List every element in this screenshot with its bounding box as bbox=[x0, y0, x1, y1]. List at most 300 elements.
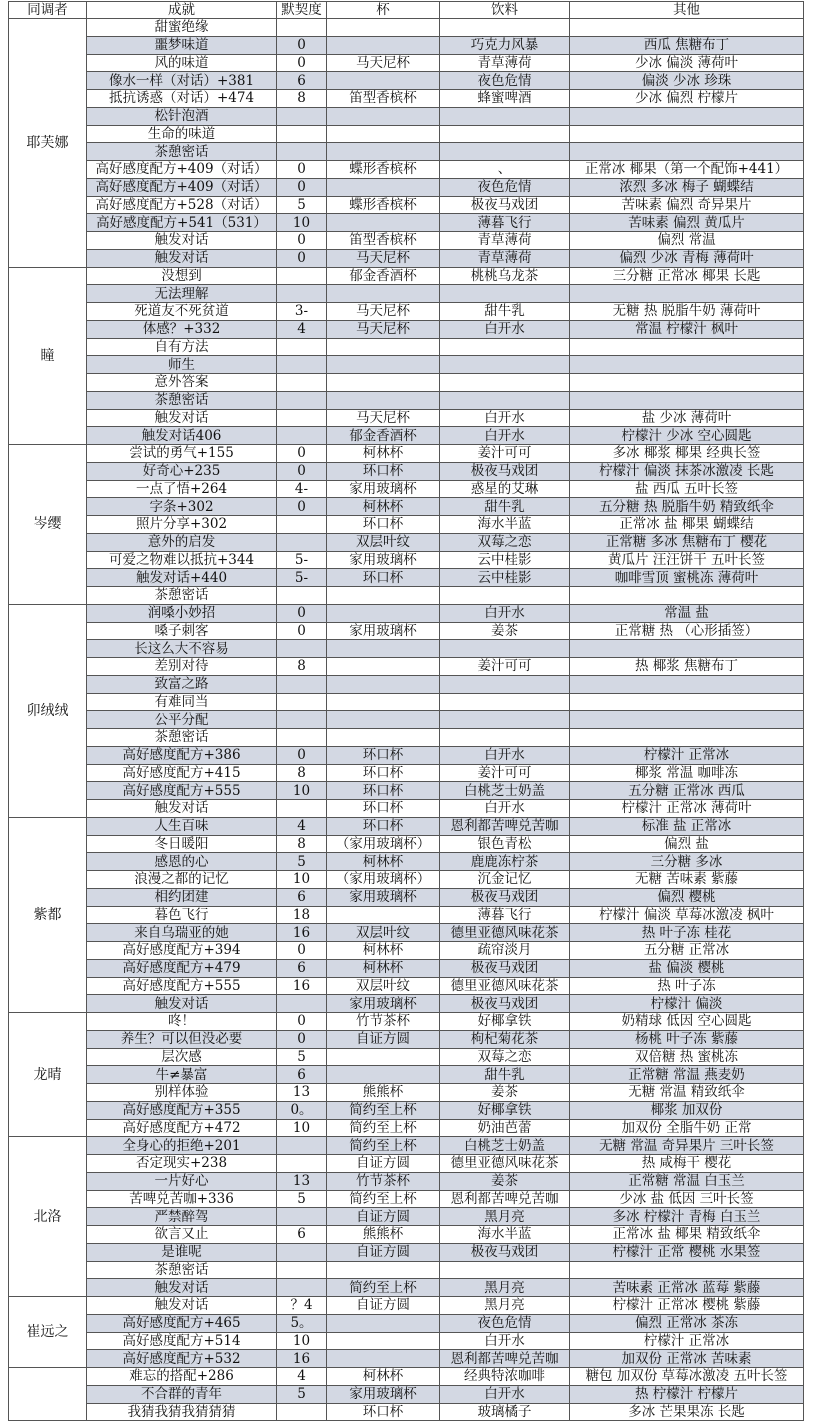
drink-cell bbox=[440, 356, 570, 374]
other-cell: 五分糖 正常冰 西瓜 bbox=[570, 782, 804, 800]
other-cell: 标准 盐 正常冰 bbox=[570, 817, 804, 835]
affinity-cell: ？4 bbox=[277, 1297, 327, 1315]
drink-cell: 恩利都苦啤兑苦咖 bbox=[440, 1350, 570, 1368]
achievement-cell: 茶憩密话 bbox=[87, 1261, 277, 1279]
character-name-cell: 岑缨 bbox=[9, 445, 87, 605]
achievement-cell: 有难同当 bbox=[87, 693, 277, 711]
drink-cell: 黑月亮 bbox=[440, 1208, 570, 1226]
affinity-cell: 5。 bbox=[277, 1314, 327, 1332]
drink-cell: 、 bbox=[440, 161, 570, 179]
character-name-cell: 龙晴 bbox=[9, 1013, 87, 1137]
drink-cell: 白桃芝士奶盖 bbox=[440, 1137, 570, 1155]
drink-cell bbox=[440, 675, 570, 693]
table-row bbox=[9, 1066, 804, 1084]
cup-cell bbox=[327, 1066, 440, 1084]
table-row bbox=[9, 569, 804, 587]
character-name-cell: 北洛 bbox=[9, 1137, 87, 1297]
affinity-cell bbox=[277, 143, 327, 161]
table-row bbox=[9, 1314, 804, 1332]
affinity-cell bbox=[277, 1403, 327, 1421]
drink-cell: 夜色危情 bbox=[440, 72, 570, 90]
drink-cell: 海水半蓝 bbox=[440, 516, 570, 534]
drink-cell: 双莓之恋 bbox=[440, 533, 570, 551]
drink-cell: 极夜马戏团 bbox=[440, 462, 570, 480]
drink-cell: 极夜马戏团 bbox=[440, 959, 570, 977]
achievement-cell: 松针泡酒 bbox=[87, 107, 277, 125]
other-cell: 加双份 全脂牛奶 正常 bbox=[570, 1119, 804, 1137]
affinity-cell: 10 bbox=[277, 1119, 327, 1137]
table-row bbox=[9, 462, 804, 480]
achievement-cell: 触发对话+440 bbox=[87, 569, 277, 587]
table-row bbox=[9, 356, 804, 374]
cup-cell: 家用玻璃杯 bbox=[327, 622, 440, 640]
drink-cell: 极夜马戏团 bbox=[440, 995, 570, 1013]
affinity-cell bbox=[277, 267, 327, 285]
table-row bbox=[9, 1368, 804, 1386]
other-cell: 椰浆 加双份 bbox=[570, 1101, 804, 1119]
achievement-cell: 死道友不死贫道 bbox=[87, 303, 277, 321]
table-row bbox=[9, 1137, 804, 1155]
other-cell bbox=[570, 143, 804, 161]
affinity-cell: 3- bbox=[277, 303, 327, 321]
table-row bbox=[9, 338, 804, 356]
table-row bbox=[9, 285, 804, 303]
affinity-cell bbox=[277, 107, 327, 125]
affinity-cell: 8 bbox=[277, 658, 327, 676]
achievement-cell: 风的味道 bbox=[87, 54, 277, 72]
affinity-cell bbox=[277, 356, 327, 374]
affinity-cell bbox=[277, 693, 327, 711]
table-row bbox=[9, 604, 804, 622]
table-row bbox=[9, 640, 804, 658]
cup-cell: 蝶形香槟杯 bbox=[327, 196, 440, 214]
cup-cell bbox=[327, 36, 440, 54]
table-row bbox=[9, 214, 804, 232]
table-row bbox=[9, 303, 804, 321]
table-row bbox=[9, 391, 804, 409]
drink-cell: 极夜马戏团 bbox=[440, 1243, 570, 1261]
achievement-cell: 高好感度配方+409（对话） bbox=[87, 178, 277, 196]
cup-cell: 柯林杯 bbox=[327, 959, 440, 977]
affinity-cell: 0 bbox=[277, 746, 327, 764]
table-row bbox=[9, 161, 804, 179]
affinity-cell: 0 bbox=[277, 604, 327, 622]
cup-cell: 家用玻璃杯 bbox=[327, 888, 440, 906]
cup-cell: 马天尼杯 bbox=[327, 303, 440, 321]
affinity-cell: 0 bbox=[277, 498, 327, 516]
cup-cell: 自证方圆 bbox=[327, 1208, 440, 1226]
other-cell: 热 柠檬汁 柠檬片 bbox=[570, 1385, 804, 1403]
achievement-cell: 意外的启发 bbox=[87, 533, 277, 551]
achievement-cell: 师生 bbox=[87, 356, 277, 374]
table-row bbox=[9, 871, 804, 889]
drink-cell: 夜色危情 bbox=[440, 178, 570, 196]
drink-cell: 姜茶 bbox=[440, 622, 570, 640]
other-cell: 热 叶子冻 桂花 bbox=[570, 924, 804, 942]
other-cell: 正常冰 椰果（第一个配饰+441） bbox=[570, 161, 804, 179]
table-row bbox=[9, 267, 804, 285]
achievement-cell: 高好感度配方+465 bbox=[87, 1314, 277, 1332]
table-row bbox=[9, 1350, 804, 1368]
table-row bbox=[9, 1084, 804, 1102]
header-row bbox=[9, 2, 804, 19]
other-cell: 偏烈 樱桃 bbox=[570, 888, 804, 906]
drink-cell bbox=[440, 640, 570, 658]
other-cell: 苦味素 偏烈 黄瓜片 bbox=[570, 214, 804, 232]
table-row bbox=[9, 1172, 804, 1190]
achievement-cell: 润嗓小妙招 bbox=[87, 604, 277, 622]
achievement-cell: 高好感度配方+355 bbox=[87, 1101, 277, 1119]
achievement-cell: 嗓子刺客 bbox=[87, 622, 277, 640]
drink-cell: 沉金记忆 bbox=[440, 871, 570, 889]
other-cell: 无糖 常温 奇异果片 三叶长签 bbox=[570, 1137, 804, 1155]
drink-cell: 白开水 bbox=[440, 409, 570, 427]
other-cell: 柠檬汁 偏淡 抹茶冰激凌 长匙 bbox=[570, 462, 804, 480]
table-row bbox=[9, 1119, 804, 1137]
drink-cell bbox=[440, 107, 570, 125]
cup-cell: 家用玻璃杯 bbox=[327, 480, 440, 498]
other-cell: 三分糖 多冰 bbox=[570, 853, 804, 871]
other-cell bbox=[570, 1261, 804, 1279]
drink-cell bbox=[440, 285, 570, 303]
drink-cell bbox=[440, 587, 570, 605]
cup-cell: 马天尼杯 bbox=[327, 320, 440, 338]
table-row bbox=[9, 90, 804, 108]
cup-cell: 简约至上杯 bbox=[327, 1119, 440, 1137]
other-cell bbox=[570, 374, 804, 392]
affinity-cell bbox=[277, 1279, 327, 1297]
table-row bbox=[9, 1101, 804, 1119]
affinity-cell bbox=[277, 800, 327, 818]
affinity-cell: 16 bbox=[277, 1350, 327, 1368]
achievement-cell: 触发对话 bbox=[87, 249, 277, 267]
table-row bbox=[9, 196, 804, 214]
other-cell: 正常糖 热 （心形插签） bbox=[570, 622, 804, 640]
achievement-cell: 高好感度配方+555 bbox=[87, 977, 277, 995]
achievement-cell: 高好感度配方+409（对话） bbox=[87, 161, 277, 179]
affinity-cell bbox=[277, 409, 327, 427]
achievement-cell: 噩梦味道 bbox=[87, 36, 277, 54]
other-cell: 少冰 偏淡 薄荷叶 bbox=[570, 54, 804, 72]
cup-cell: （家用玻璃杯） bbox=[327, 835, 440, 853]
cup-cell: 双层叶纹 bbox=[327, 924, 440, 942]
cup-cell bbox=[327, 675, 440, 693]
header-achievement: 成就 bbox=[87, 2, 277, 19]
affinity-cell: 0 bbox=[277, 36, 327, 54]
cup-cell bbox=[327, 1314, 440, 1332]
achievement-cell: 高好感度配方+514 bbox=[87, 1332, 277, 1350]
achievement-cell: 不合群的青年 bbox=[87, 1385, 277, 1403]
other-cell: 三分糖 正常冰 椰果 长匙 bbox=[570, 267, 804, 285]
cup-cell bbox=[327, 72, 440, 90]
table-row bbox=[9, 1243, 804, 1261]
achievement-cell: 生命的味道 bbox=[87, 125, 277, 143]
affinity-cell: 10 bbox=[277, 782, 327, 800]
other-cell: 柠檬汁 正常冰 bbox=[570, 1332, 804, 1350]
cup-cell: （家用玻璃杯） bbox=[327, 871, 440, 889]
affinity-cell: 6 bbox=[277, 1226, 327, 1244]
cup-cell: 家用玻璃杯 bbox=[327, 551, 440, 569]
affinity-cell: 10 bbox=[277, 1332, 327, 1350]
affinity-cell: 4 bbox=[277, 320, 327, 338]
achievement-cell: 自有方法 bbox=[87, 338, 277, 356]
achievement-cell: 抵抗诱惑（对话）+474 bbox=[87, 90, 277, 108]
affinity-cell: 5 bbox=[277, 1048, 327, 1066]
affinity-cell bbox=[277, 19, 327, 37]
cup-cell bbox=[327, 338, 440, 356]
achievement-cell: 别样体验 bbox=[87, 1084, 277, 1102]
affinity-cell bbox=[277, 516, 327, 534]
affinity-cell: 6 bbox=[277, 888, 327, 906]
affinity-cell bbox=[277, 711, 327, 729]
achievement-cell: 触发对话 bbox=[87, 409, 277, 427]
table-row bbox=[9, 1385, 804, 1403]
table-row bbox=[9, 516, 804, 534]
achievement-cell: 冬日暖阳 bbox=[87, 835, 277, 853]
drink-cell: 姜茶 bbox=[440, 1172, 570, 1190]
achievement-cell: 一点了悟+264 bbox=[87, 480, 277, 498]
achievement-cell: 人生百味 bbox=[87, 817, 277, 835]
cup-cell bbox=[327, 19, 440, 37]
other-cell bbox=[570, 675, 804, 693]
other-cell: 正常糖 常温 燕麦奶 bbox=[570, 1066, 804, 1084]
table-row bbox=[9, 1190, 804, 1208]
achievement-cell: 高好感度配方+394 bbox=[87, 942, 277, 960]
achievement-cell: 欲言又止 bbox=[87, 1226, 277, 1244]
cup-cell bbox=[327, 356, 440, 374]
affinity-cell: 6 bbox=[277, 959, 327, 977]
table-row bbox=[9, 800, 804, 818]
header-cup: 杯 bbox=[327, 2, 440, 19]
affinity-cell: 0。 bbox=[277, 1101, 327, 1119]
table-row bbox=[9, 498, 804, 516]
affinity-cell: 8 bbox=[277, 835, 327, 853]
drink-cell: 姜茶 bbox=[440, 1084, 570, 1102]
table-row bbox=[9, 764, 804, 782]
affinity-cell: 16 bbox=[277, 977, 327, 995]
table-row bbox=[9, 1403, 804, 1421]
drink-cell: 云中桂影 bbox=[440, 569, 570, 587]
other-cell: 偏淡 少冰 珍珠 bbox=[570, 72, 804, 90]
drink-cell: 银色青松 bbox=[440, 835, 570, 853]
table-row bbox=[9, 853, 804, 871]
affinity-cell bbox=[277, 427, 327, 445]
achievement-cell: 触发对话406 bbox=[87, 427, 277, 445]
cup-cell: 环口杯 bbox=[327, 746, 440, 764]
affinity-cell bbox=[277, 587, 327, 605]
drink-cell: 惑星的艾琳 bbox=[440, 480, 570, 498]
other-cell: 盐 少冰 薄荷叶 bbox=[570, 409, 804, 427]
affinity-cell: 0 bbox=[277, 1013, 327, 1031]
other-cell: 柠檬汁 正常冰 bbox=[570, 746, 804, 764]
table-row bbox=[9, 817, 804, 835]
affinity-cell: 10 bbox=[277, 871, 327, 889]
affinity-cell: 5 bbox=[277, 1190, 327, 1208]
cup-cell bbox=[327, 658, 440, 676]
drink-cell: 姜汁可可 bbox=[440, 658, 570, 676]
affinity-cell: 16 bbox=[277, 924, 327, 942]
cup-cell bbox=[327, 693, 440, 711]
drink-cell: 白开水 bbox=[440, 1385, 570, 1403]
affinity-cell: 0 bbox=[277, 232, 327, 250]
other-cell bbox=[570, 640, 804, 658]
drink-cell: 甜牛乳 bbox=[440, 1066, 570, 1084]
header-character: 同调者 bbox=[9, 2, 87, 19]
table-row bbox=[9, 533, 804, 551]
table-row bbox=[9, 1332, 804, 1350]
affinity-cell: 18 bbox=[277, 906, 327, 924]
drink-cell: 好椰拿铁 bbox=[440, 1013, 570, 1031]
drink-cell: 白开水 bbox=[440, 800, 570, 818]
table-row bbox=[9, 72, 804, 90]
achievement-cell: 高好感度配方+532 bbox=[87, 1350, 277, 1368]
drink-cell bbox=[440, 693, 570, 711]
achievement-cell: 像水一样（对话）+381 bbox=[87, 72, 277, 90]
table-row bbox=[9, 888, 804, 906]
other-cell: 柠檬汁 偏淡 bbox=[570, 995, 804, 1013]
affinity-cell: 8 bbox=[277, 764, 327, 782]
achievement-cell: 甜蜜绝缘 bbox=[87, 19, 277, 37]
cup-cell: 家用玻璃杯 bbox=[327, 1385, 440, 1403]
cup-cell bbox=[327, 178, 440, 196]
achievement-cell: 好奇心+235 bbox=[87, 462, 277, 480]
affinity-cell: 8 bbox=[277, 90, 327, 108]
drink-cell: 恩利都苦啤兑苦咖 bbox=[440, 817, 570, 835]
cup-cell: 环口杯 bbox=[327, 569, 440, 587]
drink-cell: 鹿鹿冻柠茶 bbox=[440, 853, 570, 871]
header-affinity: 默契度 bbox=[277, 2, 327, 19]
cup-cell: 环口杯 bbox=[327, 516, 440, 534]
other-cell: 无糖 常温 精致纸伞 bbox=[570, 1084, 804, 1102]
other-cell: 柠檬汁 偏淡 草莓冰激凌 枫叶 bbox=[570, 906, 804, 924]
cup-cell: 双层叶纹 bbox=[327, 533, 440, 551]
drink-cell: 薄暮飞行 bbox=[440, 906, 570, 924]
cup-cell bbox=[327, 107, 440, 125]
cup-cell: 自证方圆 bbox=[327, 1155, 440, 1173]
table-row bbox=[9, 480, 804, 498]
cup-cell bbox=[327, 729, 440, 747]
drink-cell: 桃桃乌龙茶 bbox=[440, 267, 570, 285]
cup-cell: 蝶形香槟杯 bbox=[327, 161, 440, 179]
other-cell: 西瓜 焦糖布丁 bbox=[570, 36, 804, 54]
drink-cell bbox=[440, 143, 570, 161]
other-cell: 五分糖 正常冰 bbox=[570, 942, 804, 960]
achievement-cell: 字条+302 bbox=[87, 498, 277, 516]
drink-cell: 德里亚德风味花茶 bbox=[440, 977, 570, 995]
other-cell: 柠檬汁 正常冰 薄荷叶 bbox=[570, 800, 804, 818]
drink-cell bbox=[440, 729, 570, 747]
other-cell bbox=[570, 729, 804, 747]
affinity-cell bbox=[277, 1155, 327, 1173]
table-row bbox=[9, 693, 804, 711]
cup-cell bbox=[327, 906, 440, 924]
other-cell: 柠檬汁 正常 樱桃 水果签 bbox=[570, 1243, 804, 1261]
character-name-cell bbox=[9, 1368, 87, 1421]
achievement-cell: 难忘的搭配+286 bbox=[87, 1368, 277, 1386]
drink-cell: 黑月亮 bbox=[440, 1297, 570, 1315]
achievement-cell: 养生？可以但没必要 bbox=[87, 1030, 277, 1048]
cup-cell bbox=[327, 1048, 440, 1066]
cup-cell bbox=[327, 711, 440, 729]
cup-cell: 竹节茶杯 bbox=[327, 1172, 440, 1190]
other-cell: 常温 盐 bbox=[570, 604, 804, 622]
other-cell bbox=[570, 587, 804, 605]
achievement-cell: 苦啤兑苦咖+336 bbox=[87, 1190, 277, 1208]
cup-cell: 柯林杯 bbox=[327, 853, 440, 871]
achievement-cell: 差别对待 bbox=[87, 658, 277, 676]
cup-cell bbox=[327, 587, 440, 605]
achievement-cell: 否定现实+238 bbox=[87, 1155, 277, 1173]
cup-cell bbox=[327, 1332, 440, 1350]
affinity-cell bbox=[277, 1261, 327, 1279]
recipe-table bbox=[8, 1, 804, 1421]
cup-cell: 郁金香酒杯 bbox=[327, 427, 440, 445]
achievement-cell: 高好感度配方+386 bbox=[87, 746, 277, 764]
other-cell bbox=[570, 356, 804, 374]
drink-cell: 白开水 bbox=[440, 604, 570, 622]
cup-cell: 柯林杯 bbox=[327, 445, 440, 463]
achievement-cell: 高好感度配方+541（531） bbox=[87, 214, 277, 232]
achievement-cell: 照片分享+302 bbox=[87, 516, 277, 534]
drink-cell: 白开水 bbox=[440, 427, 570, 445]
achievement-cell: 触发对话 bbox=[87, 232, 277, 250]
cup-cell: 自证方圆 bbox=[327, 1297, 440, 1315]
cup-cell: 简约至上杯 bbox=[327, 1101, 440, 1119]
other-cell: 苦味素 偏烈 奇异果片 bbox=[570, 196, 804, 214]
achievement-cell: 触发对话 bbox=[87, 800, 277, 818]
character-name-cell: 耶芙娜 bbox=[9, 19, 87, 268]
other-cell: 柠檬汁 正常冰 樱桃 紫藤 bbox=[570, 1297, 804, 1315]
cup-cell bbox=[327, 214, 440, 232]
achievement-cell: 无法理解 bbox=[87, 285, 277, 303]
drink-cell: 薄暮飞行 bbox=[440, 214, 570, 232]
other-cell bbox=[570, 19, 804, 37]
other-cell: 双倍糖 热 蜜桃冻 bbox=[570, 1048, 804, 1066]
other-cell: 正常冰 盐 椰果 精致纸伞 bbox=[570, 1226, 804, 1244]
cup-cell bbox=[327, 374, 440, 392]
header-other: 其他 bbox=[570, 2, 804, 19]
affinity-cell: 0 bbox=[277, 622, 327, 640]
other-cell: 杨桃 叶子冻 紫藤 bbox=[570, 1030, 804, 1048]
table-row bbox=[9, 1208, 804, 1226]
character-name-cell: 崔远之 bbox=[9, 1297, 87, 1368]
drink-cell: 黑月亮 bbox=[440, 1279, 570, 1297]
other-cell: 多冰 柠檬汁 青梅 白玉兰 bbox=[570, 1208, 804, 1226]
affinity-cell bbox=[277, 374, 327, 392]
cup-cell: 熊熊杯 bbox=[327, 1226, 440, 1244]
cup-cell: 竹节茶杯 bbox=[327, 1013, 440, 1031]
table-row bbox=[9, 835, 804, 853]
drink-cell: 白开水 bbox=[440, 1332, 570, 1350]
achievement-cell: 触发对话 bbox=[87, 995, 277, 1013]
table-row bbox=[9, 1226, 804, 1244]
drink-cell: 海水半蓝 bbox=[440, 1226, 570, 1244]
drink-cell bbox=[440, 1261, 570, 1279]
drink-cell: 疏帘淡月 bbox=[440, 942, 570, 960]
affinity-cell: 4- bbox=[277, 480, 327, 498]
other-cell: 无糖 苦味素 紫藤 bbox=[570, 871, 804, 889]
other-cell: 糖包 加双份 草莓冰激凌 五叶长签 bbox=[570, 1368, 804, 1386]
drink-cell: 巧克力风暴 bbox=[440, 36, 570, 54]
achievement-cell: 严禁醉驾 bbox=[87, 1208, 277, 1226]
achievement-cell: 意外答案 bbox=[87, 374, 277, 392]
table-row bbox=[9, 1155, 804, 1173]
other-cell: 偏烈 正常冰 茶冻 bbox=[570, 1314, 804, 1332]
other-cell: 盐 西瓜 五叶长签 bbox=[570, 480, 804, 498]
drink-cell: 姜汁可可 bbox=[440, 445, 570, 463]
table-row bbox=[9, 658, 804, 676]
cup-cell: 环口杯 bbox=[327, 800, 440, 818]
